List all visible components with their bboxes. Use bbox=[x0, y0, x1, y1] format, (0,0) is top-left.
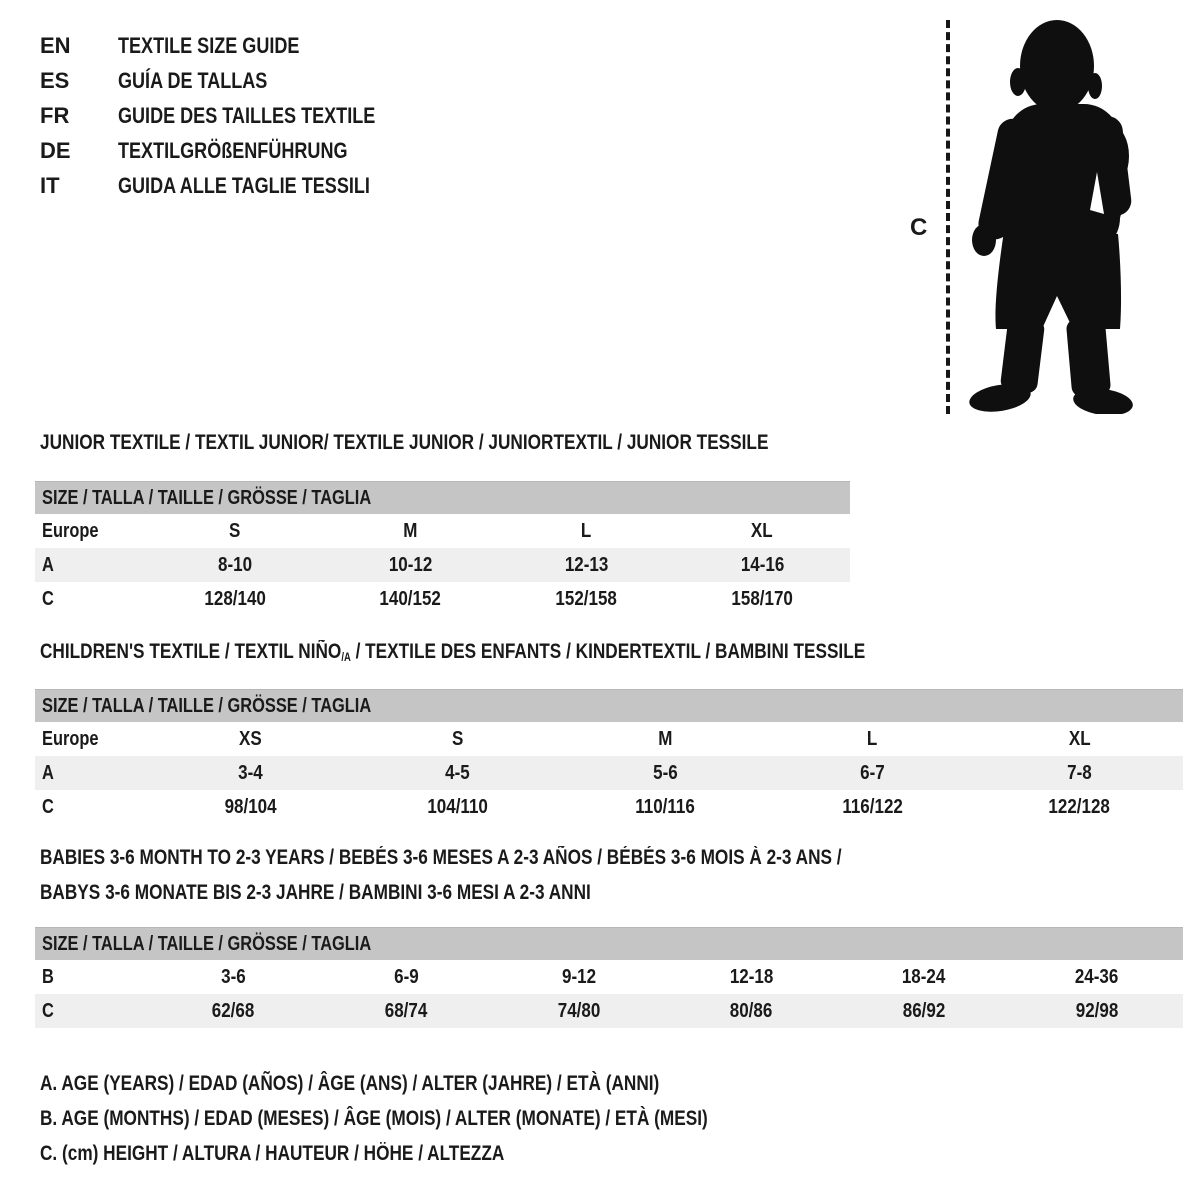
junior-table-title-text: JUNIOR TEXTILE / TEXTIL JUNIOR/ TEXTILE JUNIOR / JUNIORTEXTIL / JUNIOR TESSILE bbox=[40, 431, 769, 454]
guide-title-en: TEXTILE SIZE GUIDE bbox=[118, 32, 300, 58]
table-row bbox=[35, 756, 1183, 790]
table-row bbox=[35, 514, 850, 548]
table-cell bbox=[147, 966, 320, 989]
table-cell bbox=[492, 966, 665, 989]
legend-text-c: C. (cm) HEIGHT / ALTURA / HAUTEUR / HÖHE / ALTEZZA bbox=[40, 1141, 505, 1165]
table-row bbox=[35, 548, 850, 582]
table-cell bbox=[769, 762, 976, 785]
cell-text: 18-24 bbox=[902, 965, 946, 988]
table-row bbox=[35, 790, 1183, 824]
table-row bbox=[35, 722, 1183, 756]
size-header-bar bbox=[35, 927, 1183, 960]
cell-text: 3-6 bbox=[221, 965, 246, 988]
guide-title-it: GUIDA ALLE TAGLIE TESSILI bbox=[118, 172, 370, 198]
table-cell bbox=[499, 588, 675, 611]
table-cell bbox=[147, 728, 354, 751]
language-row-es bbox=[40, 63, 432, 98]
size-header-bar bbox=[35, 481, 850, 514]
size-header-text: SIZE / TALLA / TAILLE / GRÖSSE / TAGLIA bbox=[42, 932, 372, 955]
height-measure-label: C bbox=[910, 214, 928, 241]
cell-text: S bbox=[229, 519, 241, 542]
table-row bbox=[35, 960, 1183, 994]
cell-text: 9-12 bbox=[561, 965, 596, 988]
cell-text: 98/104 bbox=[224, 795, 277, 818]
table-cell bbox=[499, 520, 675, 543]
row-label bbox=[35, 762, 147, 785]
children-table-title bbox=[40, 640, 1046, 664]
table-row bbox=[35, 582, 850, 616]
children-size-table bbox=[35, 689, 1183, 824]
table-cell bbox=[1010, 1000, 1183, 1023]
table-cell bbox=[147, 796, 354, 819]
size-header-text: SIZE / TALLA / TAILLE / GRÖSSE / TAGLIA bbox=[42, 486, 372, 509]
measurement-legend bbox=[40, 1066, 854, 1171]
row-label bbox=[35, 554, 147, 577]
babies-table-title-line2 bbox=[40, 881, 712, 905]
cell-text: 3-4 bbox=[238, 761, 263, 784]
cell-text: 92/98 bbox=[1075, 999, 1118, 1022]
babies-title-text-1: BABIES 3-6 MONTH TO 2-3 YEARS / BEBÉS 3-6 MESES A 2-3 AÑOS / BÉBÉS 3-6 MOIS À 2-3 ANS / bbox=[40, 846, 842, 869]
cell-text: 6-7 bbox=[859, 761, 885, 784]
table-cell bbox=[323, 520, 499, 543]
language-code: FR bbox=[40, 102, 70, 128]
guide-title-es: GUÍA DE TALLAS bbox=[118, 67, 268, 93]
table-cell bbox=[323, 554, 499, 577]
guide-title-de: TEXTILGRÖßENFÜHRUNG bbox=[118, 137, 348, 163]
cell-text: 116/122 bbox=[841, 795, 903, 818]
cell-text: 8-10 bbox=[217, 553, 252, 576]
cell-text: M bbox=[403, 519, 418, 542]
row-label bbox=[35, 588, 147, 611]
legend-line-c bbox=[40, 1136, 854, 1171]
table-cell bbox=[561, 796, 768, 819]
table-cell bbox=[147, 588, 323, 611]
cell-text: 5-6 bbox=[652, 761, 678, 784]
cell-text: C bbox=[42, 795, 54, 818]
cell-text: 152/158 bbox=[555, 587, 618, 610]
title-part: CHILDREN'S TEXTILE / TEXTIL NIÑO bbox=[40, 640, 342, 663]
table-cell bbox=[323, 588, 499, 611]
table-cell bbox=[354, 762, 561, 785]
cell-text: S bbox=[452, 727, 464, 750]
table-cell bbox=[665, 1000, 838, 1023]
table-cell bbox=[1010, 966, 1183, 989]
cell-text: B bbox=[42, 965, 54, 988]
language-title-list bbox=[40, 28, 432, 203]
table-cell bbox=[354, 796, 561, 819]
table-cell bbox=[769, 728, 976, 751]
cell-text: C bbox=[42, 587, 54, 610]
table-cell bbox=[320, 1000, 493, 1023]
table-cell bbox=[674, 554, 850, 577]
language-code: EN bbox=[40, 32, 71, 58]
cell-text: 128/140 bbox=[204, 587, 266, 610]
table-cell bbox=[147, 554, 323, 577]
cell-text: 140/152 bbox=[379, 587, 442, 610]
table-cell bbox=[976, 762, 1183, 785]
cell-text: 4-5 bbox=[445, 761, 471, 784]
children-table-title-text bbox=[40, 640, 865, 664]
table-cell bbox=[354, 728, 561, 751]
table-cell bbox=[976, 796, 1183, 819]
language-row-it bbox=[40, 168, 432, 203]
table-cell bbox=[561, 728, 768, 751]
toddler-silhouette-image bbox=[962, 16, 1140, 414]
row-label bbox=[35, 728, 147, 751]
language-row-de bbox=[40, 133, 432, 168]
babies-table-title-line1 bbox=[40, 846, 1018, 870]
row-label bbox=[35, 520, 147, 543]
cell-text: 12-18 bbox=[729, 965, 774, 988]
title-subscript: /A bbox=[341, 652, 351, 664]
babies-size-table bbox=[35, 927, 1183, 1028]
table-cell bbox=[769, 796, 976, 819]
row-label bbox=[35, 1000, 147, 1023]
cell-text: 14-16 bbox=[740, 553, 784, 576]
cell-text: 86/92 bbox=[902, 999, 946, 1022]
cell-text: L bbox=[581, 519, 592, 542]
junior-size-table bbox=[35, 481, 850, 616]
size-header-bar bbox=[35, 689, 1183, 722]
cell-text: A bbox=[42, 553, 54, 576]
table-cell bbox=[147, 762, 354, 785]
table-row bbox=[35, 994, 1183, 1028]
language-code: IT bbox=[40, 172, 60, 198]
table-cell bbox=[499, 554, 675, 577]
height-measure-dashed-line bbox=[946, 20, 950, 414]
guide-title-fr: GUIDE DES TAILLES TEXTILE bbox=[118, 102, 376, 128]
table-cell bbox=[147, 520, 323, 543]
cell-text: Europe bbox=[42, 519, 99, 542]
cell-text: 7-8 bbox=[1067, 761, 1092, 784]
legend-text-a: A. AGE (YEARS) / EDAD (AÑOS) / ÂGE (ANS) / ALTER (JAHRE) / ETÀ (ANNI) bbox=[40, 1071, 660, 1095]
table-cell bbox=[561, 762, 768, 785]
table-cell bbox=[320, 966, 493, 989]
language-code: ES bbox=[40, 67, 70, 93]
cell-text: 10-12 bbox=[388, 553, 433, 576]
cell-text: 24-36 bbox=[1074, 965, 1119, 988]
table-cell bbox=[838, 1000, 1011, 1023]
legend-text-b: B. AGE (MONTHS) / EDAD (MESES) / ÂGE (MOIS) / ALTER (MONATE) / ETÀ (MESI) bbox=[40, 1106, 708, 1130]
cell-text: L bbox=[867, 727, 878, 750]
cell-text: 68/74 bbox=[384, 999, 428, 1022]
table-cell bbox=[674, 588, 850, 611]
row-label bbox=[35, 966, 147, 989]
table-cell bbox=[674, 520, 850, 543]
cell-text: 104/110 bbox=[427, 795, 489, 818]
cell-text: A bbox=[42, 761, 54, 784]
cell-text: XL bbox=[1068, 727, 1091, 750]
cell-text: Europe bbox=[42, 727, 99, 750]
cell-text: C bbox=[42, 999, 54, 1022]
cell-text: 6-9 bbox=[393, 965, 419, 988]
title-part: / TEXTILE DES ENFANTS / KINDERTEXTIL / BAMBINI TESSILE bbox=[350, 640, 866, 663]
table-cell bbox=[976, 728, 1183, 751]
table-cell bbox=[147, 1000, 320, 1023]
cell-text: 80/86 bbox=[730, 999, 773, 1022]
table-cell bbox=[665, 966, 838, 989]
table-cell bbox=[492, 1000, 665, 1023]
size-header-text: SIZE / TALLA / TAILLE / GRÖSSE / TAGLIA bbox=[42, 694, 372, 717]
cell-text: 74/80 bbox=[557, 999, 600, 1022]
babies-title-text-2: BABYS 3-6 MONATE BIS 2-3 JAHRE / BAMBINI 3-6 MESI A 2-3 ANNI bbox=[40, 881, 591, 904]
language-row-fr bbox=[40, 98, 432, 133]
language-row-en bbox=[40, 28, 432, 63]
cell-text: M bbox=[657, 727, 673, 750]
row-label bbox=[35, 796, 147, 819]
legend-line-a bbox=[40, 1066, 854, 1101]
cell-text: XS bbox=[239, 727, 262, 750]
cell-text: XL bbox=[751, 519, 773, 542]
cell-text: 158/170 bbox=[731, 587, 793, 610]
legend-line-b bbox=[40, 1101, 854, 1136]
cell-text: 122/128 bbox=[1048, 795, 1111, 818]
junior-table-title bbox=[40, 431, 928, 455]
cell-text: 62/68 bbox=[212, 999, 255, 1022]
language-code: DE bbox=[40, 137, 71, 163]
table-cell bbox=[838, 966, 1011, 989]
cell-text: 110/116 bbox=[635, 795, 695, 818]
cell-text: 12-13 bbox=[564, 553, 609, 576]
